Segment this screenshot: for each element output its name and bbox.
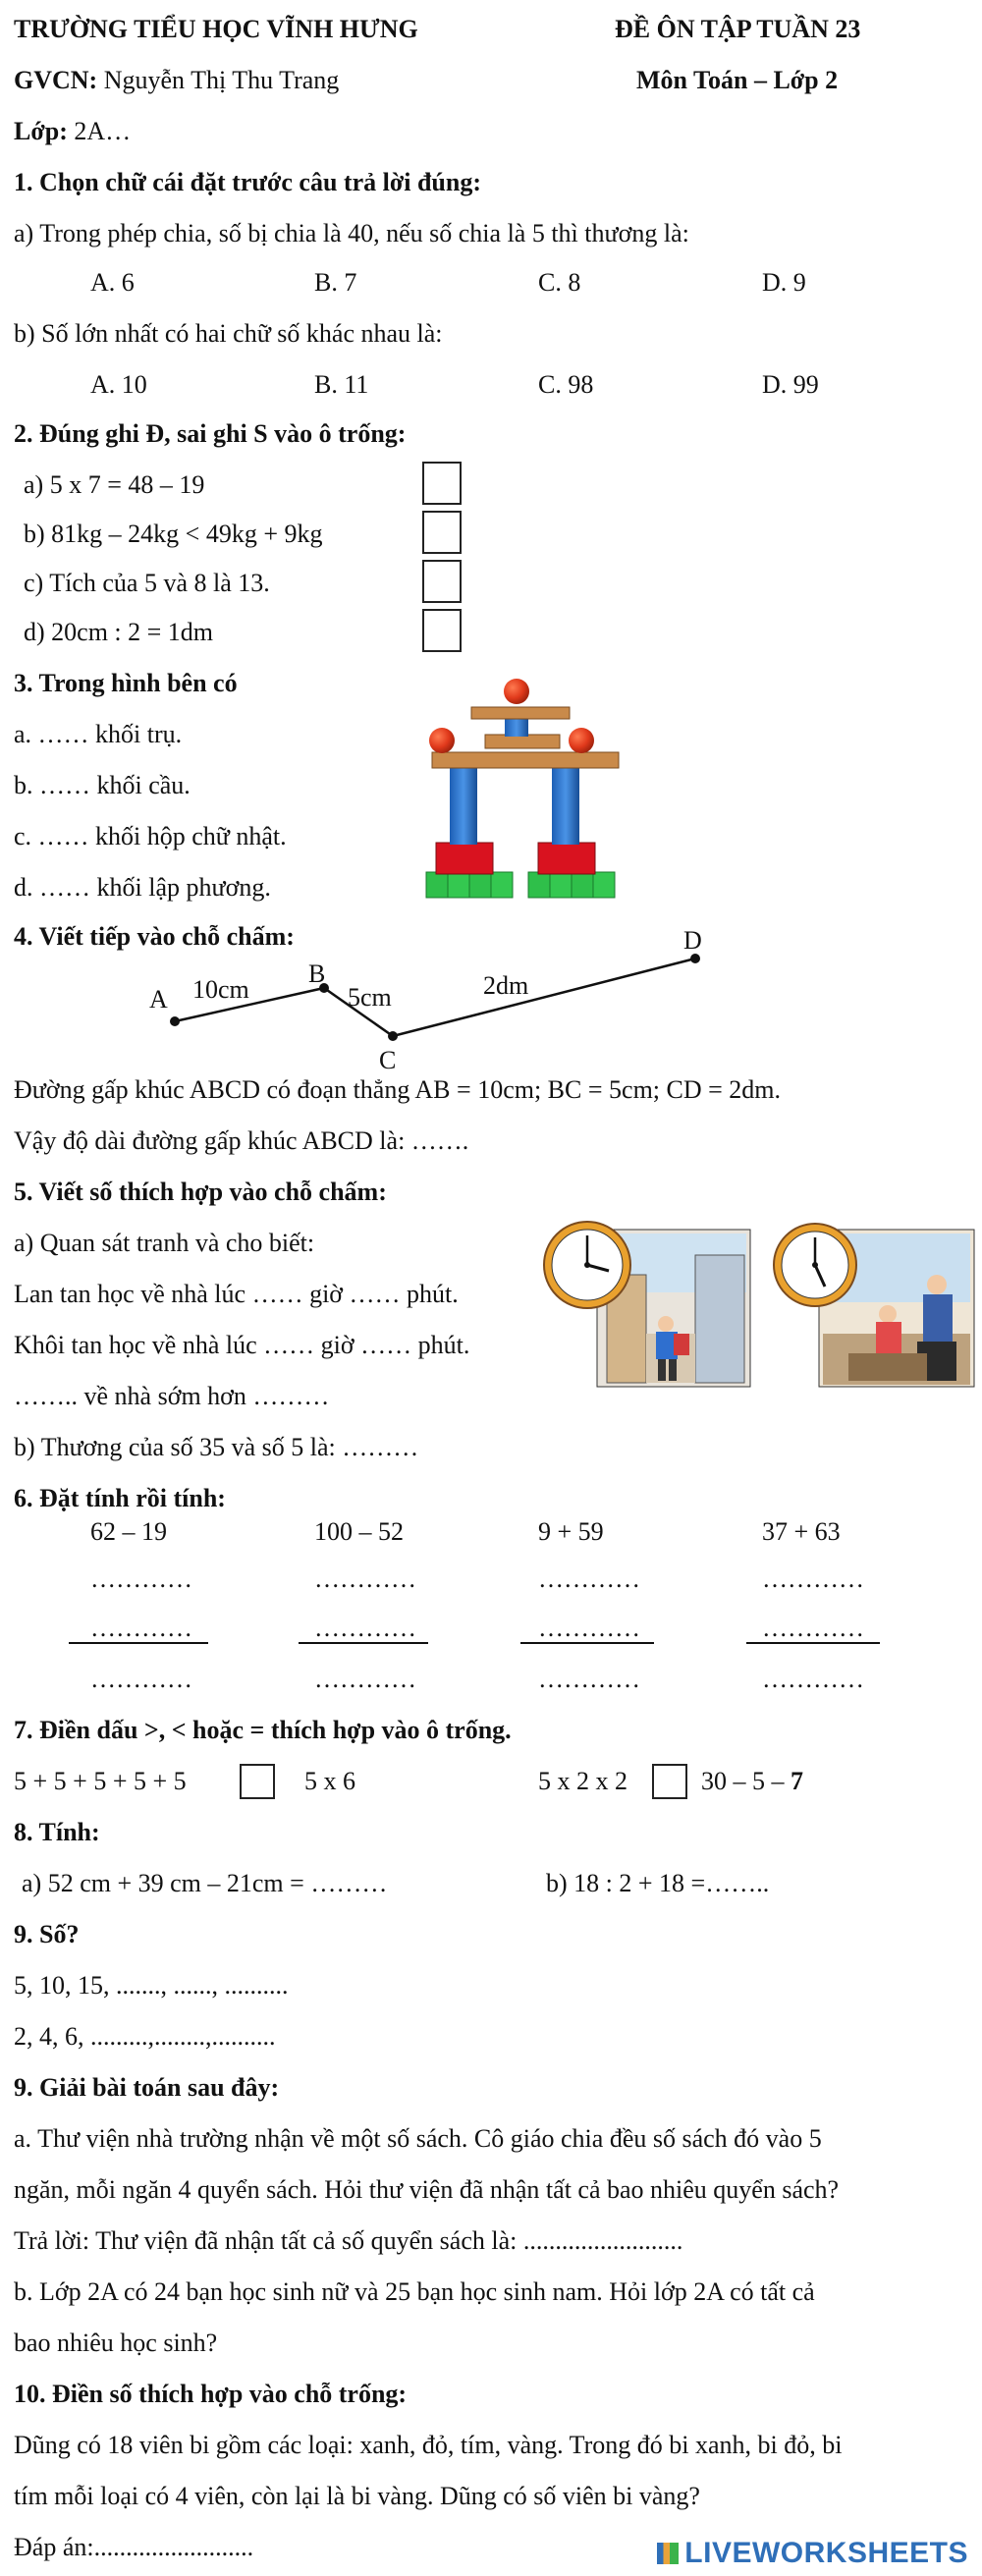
q7-right-1: 5 x 6 (304, 1767, 355, 1795)
q2-answer-box-b[interactable] (422, 511, 462, 554)
q3-item-c: c. …… khối hộp chữ nhật. (14, 822, 287, 850)
q2-item-c: c) Tích của 5 và 8 là 13. (24, 569, 270, 597)
q6-underline-3 (520, 1642, 654, 1644)
q1b-text: b) Số lớn nhất có hai chữ số khác nhau là: (14, 319, 443, 348)
q9-sequence-1: 5, 10, 15, ......., ......, .......... (14, 1971, 289, 2000)
q10-answer: Đáp án:......................... (14, 2533, 254, 2561)
red-box-left (436, 843, 493, 874)
q6-dots-row2-col1[interactable]: ………… (90, 1614, 192, 1642)
teacher-label: GVCN: (14, 66, 98, 94)
q2-item-b: b) 81kg – 24kg < 49kg + 9kg (24, 520, 323, 548)
q6-dots-row3-col2[interactable]: ………… (314, 1665, 416, 1693)
point-label-b: B (308, 959, 326, 988)
q2-item-d: d) 20cm : 2 = 1dm (24, 618, 214, 646)
plank-middle (485, 735, 560, 748)
q7-title: 7. Điền dấu >, < hoặc = thích hợp vào ô trống. (14, 1716, 512, 1744)
q8-b: b) 18 : 2 + 18 =…….. (546, 1869, 770, 1897)
q1b-option-a[interactable]: A. 10 (90, 370, 147, 399)
q2-title-text: . Đúng ghi Đ, sai ghi S vào ô trống: (27, 419, 407, 448)
point-label-c: C (379, 1046, 397, 1074)
q9b-a-line3: Trả lời: Thư viện đã nhận tất cả số quyển sách là: ......................... (14, 2226, 683, 2255)
q10-line1: Dũng có 18 viên bi gồm các loại: xanh, đỏ, tím, vàng. Trong đó bi xanh, bi đỏ, bi (14, 2431, 843, 2459)
clock-picture-khoi (770, 1216, 978, 1389)
blue-cylinder-left (450, 768, 477, 845)
q3-item-b: b. …… khối cầu. (14, 771, 191, 799)
q6-dots-row3-col4[interactable]: ………… (762, 1665, 864, 1693)
q7-left-2: 5 x 2 x 2 (538, 1767, 627, 1795)
plank-top (471, 707, 570, 719)
q6-dots-row3-col1[interactable]: ………… (90, 1665, 192, 1693)
q3-item-d: d. …… khối lập phương. (14, 873, 271, 902)
q1a-option-c[interactable]: C. 8 (538, 268, 581, 297)
q9b-b-line2: bao nhiêu học sinh? (14, 2329, 218, 2357)
exam-title: ĐỀ ÔN TẬP TUẦN 23 (615, 15, 861, 43)
q1-title: 1. Chọn chữ cái đặt trước câu trả lời đúng: (14, 168, 481, 196)
q7-left-1: 5 + 5 + 5 + 5 + 5 (14, 1767, 187, 1795)
q1a-option-a[interactable]: A. 6 (90, 268, 135, 297)
q6-dots-row1-col2[interactable]: ………… (314, 1564, 416, 1593)
q7-right-2 (701, 1766, 803, 1797)
green-cubes-right (528, 872, 615, 898)
class-value: 2A… (74, 117, 132, 145)
q6-underline-2 (299, 1642, 428, 1644)
q6-dots-row1-col1[interactable]: ………… (90, 1564, 192, 1593)
q8-a: a) 52 cm + 39 cm – 21cm = ……… (22, 1869, 388, 1897)
q1b-option-b[interactable]: B. 11 (314, 370, 369, 399)
q6-problem-2: 100 – 52 (314, 1517, 404, 1546)
class-line (14, 116, 131, 147)
q2-number: 2 (14, 419, 27, 448)
point-label-a: A (149, 985, 168, 1014)
shapes-structure-illustration (412, 678, 638, 913)
subject-title: Môn Toán – Lớp 2 (636, 66, 839, 94)
q9-title: 9. Số? (14, 1920, 80, 1948)
red-ball-top (504, 679, 529, 704)
q6-underline-4 (746, 1642, 880, 1644)
q10-line2: tím mỗi loại có 4 viên, còn lại là bi vàng. Dũng có số viên bi vàng? (14, 2482, 700, 2510)
q2-item-a: a) 5 x 7 = 48 – 19 (24, 470, 205, 499)
clock-picture-lan (538, 1216, 754, 1389)
q9-sequence-2: 2, 4, 6, .........,........,.......... (14, 2022, 276, 2051)
q7-compare-box-1[interactable] (240, 1764, 275, 1799)
q1a-text: a) Trong phép chia, số bị chia là 40, nếu số chia là 5 thì thương là: (14, 219, 689, 247)
green-cubes-left (426, 872, 513, 898)
q5-a-intro: a) Quan sát tranh và cho biết: (14, 1229, 315, 1257)
segment-label-cd: 2dm (483, 971, 529, 1000)
liveworksheets-text: LIVEWORKSHEETS (684, 2537, 968, 2569)
q3-title: 3. Trong hình bên có (14, 669, 238, 697)
q6-underline-1 (69, 1642, 208, 1644)
q4-line-1: Đường gấp khúc ABCD có đoạn thẳng AB = 10cm; BC = 5cm; CD = 2dm. (14, 1075, 782, 1104)
segment-label-ab: 10cm (192, 975, 249, 1004)
q9b-a-line2: ngăn, mỗi ngăn 4 quyển sách. Hỏi thư viện đã nhận tất cả bao nhiêu quyển sách? (14, 2175, 840, 2204)
q6-title: 6. Đặt tính rồi tính: (14, 1484, 226, 1512)
q2-answer-box-a[interactable] (422, 462, 462, 505)
q2-title (14, 418, 406, 450)
segment-label-bc: 5cm (348, 983, 392, 1012)
plank-lower (432, 752, 619, 768)
q9b-a-line1: a. Thư viện nhà trường nhận về một số sách. Cô giáo chia đều số sách đó vào 5 (14, 2124, 822, 2153)
q5-earlier: …….. về nhà sớm hơn ……… (14, 1382, 330, 1410)
q10-title: 10. Điền số thích hợp vào chỗ trống: (14, 2380, 408, 2408)
red-ball-right (569, 728, 594, 753)
blue-cylinder-right (552, 768, 579, 845)
liveworksheets-logo-icon (657, 2543, 679, 2564)
teacher-line (14, 65, 339, 96)
q4-title: 4. Viết tiếp vào chỗ chấm: (14, 922, 295, 951)
q6-dots-row2-col3[interactable]: ………… (538, 1614, 640, 1642)
q1a-option-b[interactable]: B. 7 (314, 268, 357, 297)
q3-item-a: a. …… khối trụ. (14, 720, 183, 748)
q6-problem-3: 9 + 59 (538, 1517, 604, 1546)
q4-line-2: Vậy độ dài đường gấp khúc ABCD là: ……. (14, 1126, 469, 1155)
q8-title: 8. Tính: (14, 1818, 100, 1846)
q6-dots-row1-col3[interactable]: ………… (538, 1564, 640, 1593)
q2-answer-box-c[interactable] (422, 560, 462, 603)
school-name: TRƯỜNG TIỂU HỌC VĨNH HƯNG (14, 15, 418, 43)
teacher-name: Nguyễn Thị Thu Trang (103, 66, 340, 94)
liveworksheets-watermark (657, 2537, 968, 2570)
q9b-b-line1: b. Lớp 2A có 24 bạn học sinh nữ và 25 bạn học sinh nam. Hỏi lớp 2A có tất cả (14, 2277, 815, 2306)
class-label: Lớp: (14, 117, 68, 145)
q7-compare-box-2[interactable] (652, 1764, 687, 1799)
q6-dots-row3-col3[interactable]: ………… (538, 1665, 640, 1693)
q2-answer-box-d[interactable] (422, 609, 462, 652)
q1a-option-d[interactable]: D. 9 (762, 268, 806, 297)
q6-dots-row2-col2[interactable]: ………… (314, 1614, 416, 1642)
q7-right-2-last: 7 (791, 1767, 803, 1795)
q6-problem-1: 62 – 19 (90, 1517, 167, 1546)
q6-dots-row1-col4[interactable]: ………… (762, 1564, 864, 1593)
q9b-title: 9. Giải bài toán sau đây: (14, 2073, 280, 2102)
q6-problem-4: 37 + 63 (762, 1517, 841, 1546)
q1b-option-d[interactable]: D. 99 (762, 370, 819, 399)
q5-khoi: Khôi tan học về nhà lúc …… giờ …… phút. (14, 1331, 470, 1359)
blue-cylinder-top (505, 717, 528, 737)
polyline-abcd (0, 923, 982, 1080)
q1b-option-c[interactable]: C. 98 (538, 370, 594, 399)
q5-title: 5. Viết số thích hợp vào chỗ chấm: (14, 1178, 387, 1206)
q7-right-2-expr: 30 – 5 – (701, 1767, 791, 1795)
q5-b: b) Thương của số 35 và số 5 là: ……… (14, 1433, 419, 1461)
point-label-d: D (683, 926, 702, 955)
q5-lan: Lan tan học về nhà lúc …… giờ …… phút. (14, 1280, 459, 1308)
red-box-right (538, 843, 595, 874)
q6-dots-row2-col4[interactable]: ………… (762, 1614, 864, 1642)
red-ball-left (429, 728, 455, 753)
